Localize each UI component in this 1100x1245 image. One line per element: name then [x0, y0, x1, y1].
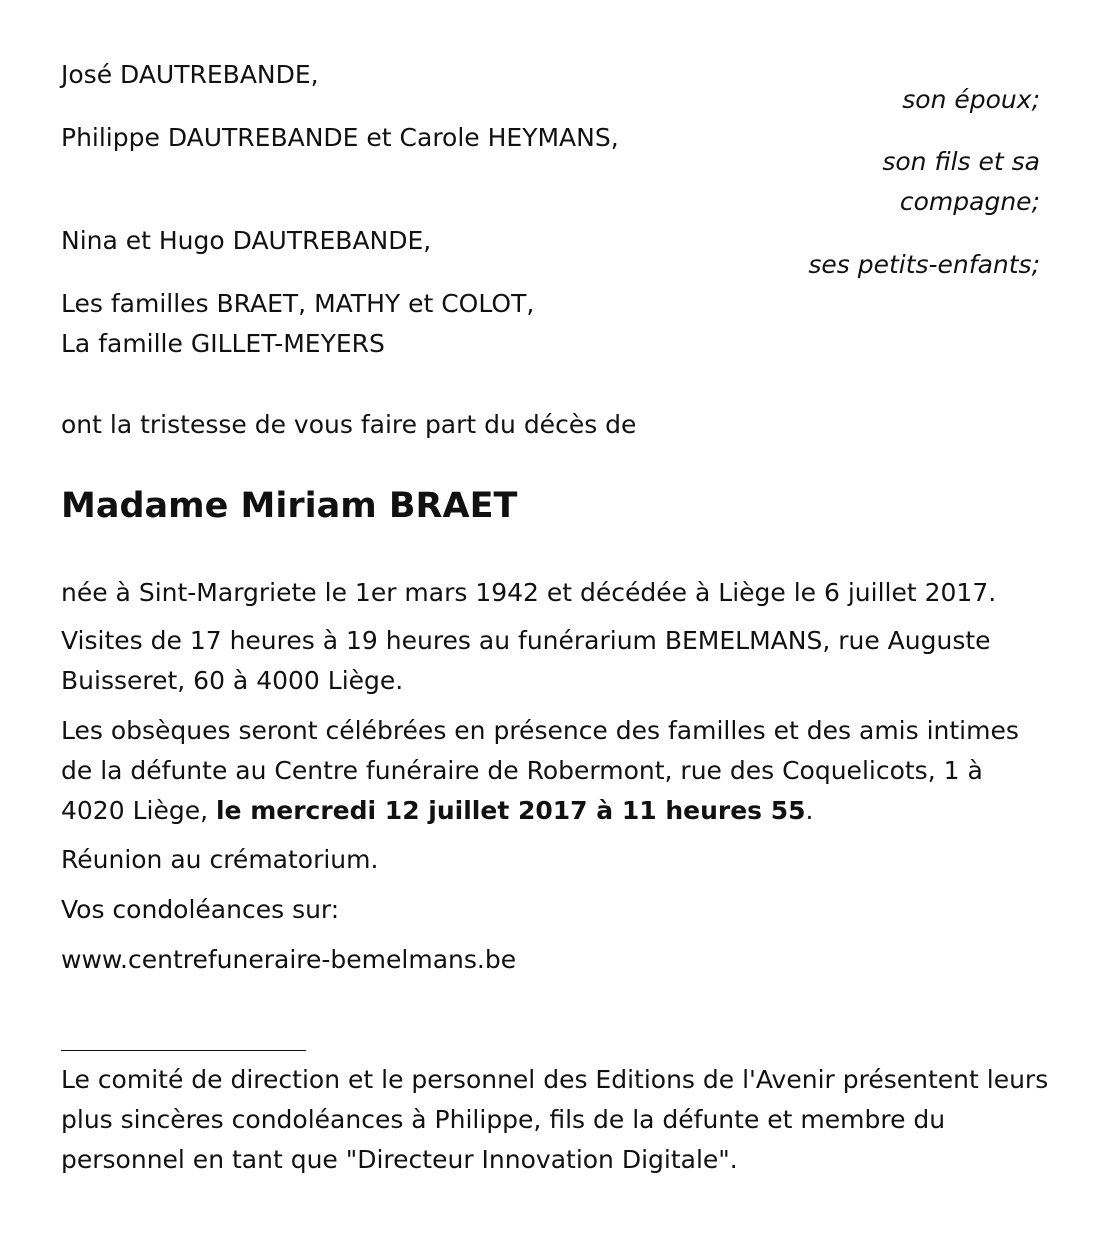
divider — [61, 1050, 306, 1051]
visits-info: Visites de 17 heures à 19 heures au funérarium BEMELMANS, rue Auguste Buisseret, 60 à 4000 Liège. — [61, 626, 991, 695]
announcement: ont la tristesse de vous faire part du décès de — [61, 410, 637, 439]
website-link[interactable]: www.centrefuneraire-bemelmans.be — [61, 945, 517, 974]
reunion-info: Réunion au crématorium. — [61, 845, 379, 874]
grandchildren-name: Nina et Hugo DAUTREBANDE, — [61, 226, 432, 255]
families-line-1: Les familles BRAET, MATHY et COLOT, — [61, 289, 535, 318]
son-name: Philippe DAUTREBANDE et Carole HEYMANS, — [61, 123, 619, 152]
families-line-2: La famille GILLET-MEYERS — [61, 329, 385, 358]
funeral-text: Les obsèques seront célébrées en présence des familles et des amis intimes de la défunte au Centre funéraire de Robermont, rue des Coquelicots, 1 à 4020 Liège, — [61, 716, 1019, 825]
son-role-line-1: son fils et sa — [882, 147, 1040, 176]
spouse-role: son époux; — [902, 85, 1040, 114]
spouse-name: José DAUTREBANDE, — [61, 60, 319, 89]
son-role-line-2: compagne; — [899, 187, 1040, 216]
footer-message: Le comité de direction et le personnel des Editions de l'Avenir présentent leurs plus sincères condoléances à Philippe, fils de la défunte et membre du personnel en tant que "Directeur Innovation Digitale". — [61, 1065, 1049, 1174]
funeral-info — [61, 711, 1051, 831]
grandchildren-role: ses petits-enfants; — [808, 250, 1040, 279]
birth-death-dates: née à Sint-Margriete le 1er mars 1942 et décédée à Liège le 6 juillet 2017. — [61, 578, 997, 607]
funeral-date: le mercredi 12 juillet 2017 à 11 heures 55 — [215, 796, 806, 825]
funeral-end: . — [805, 796, 814, 825]
condolences-label: Vos condoléances sur: — [61, 895, 340, 924]
deceased-name: Madame Miriam BRAET — [61, 486, 518, 526]
